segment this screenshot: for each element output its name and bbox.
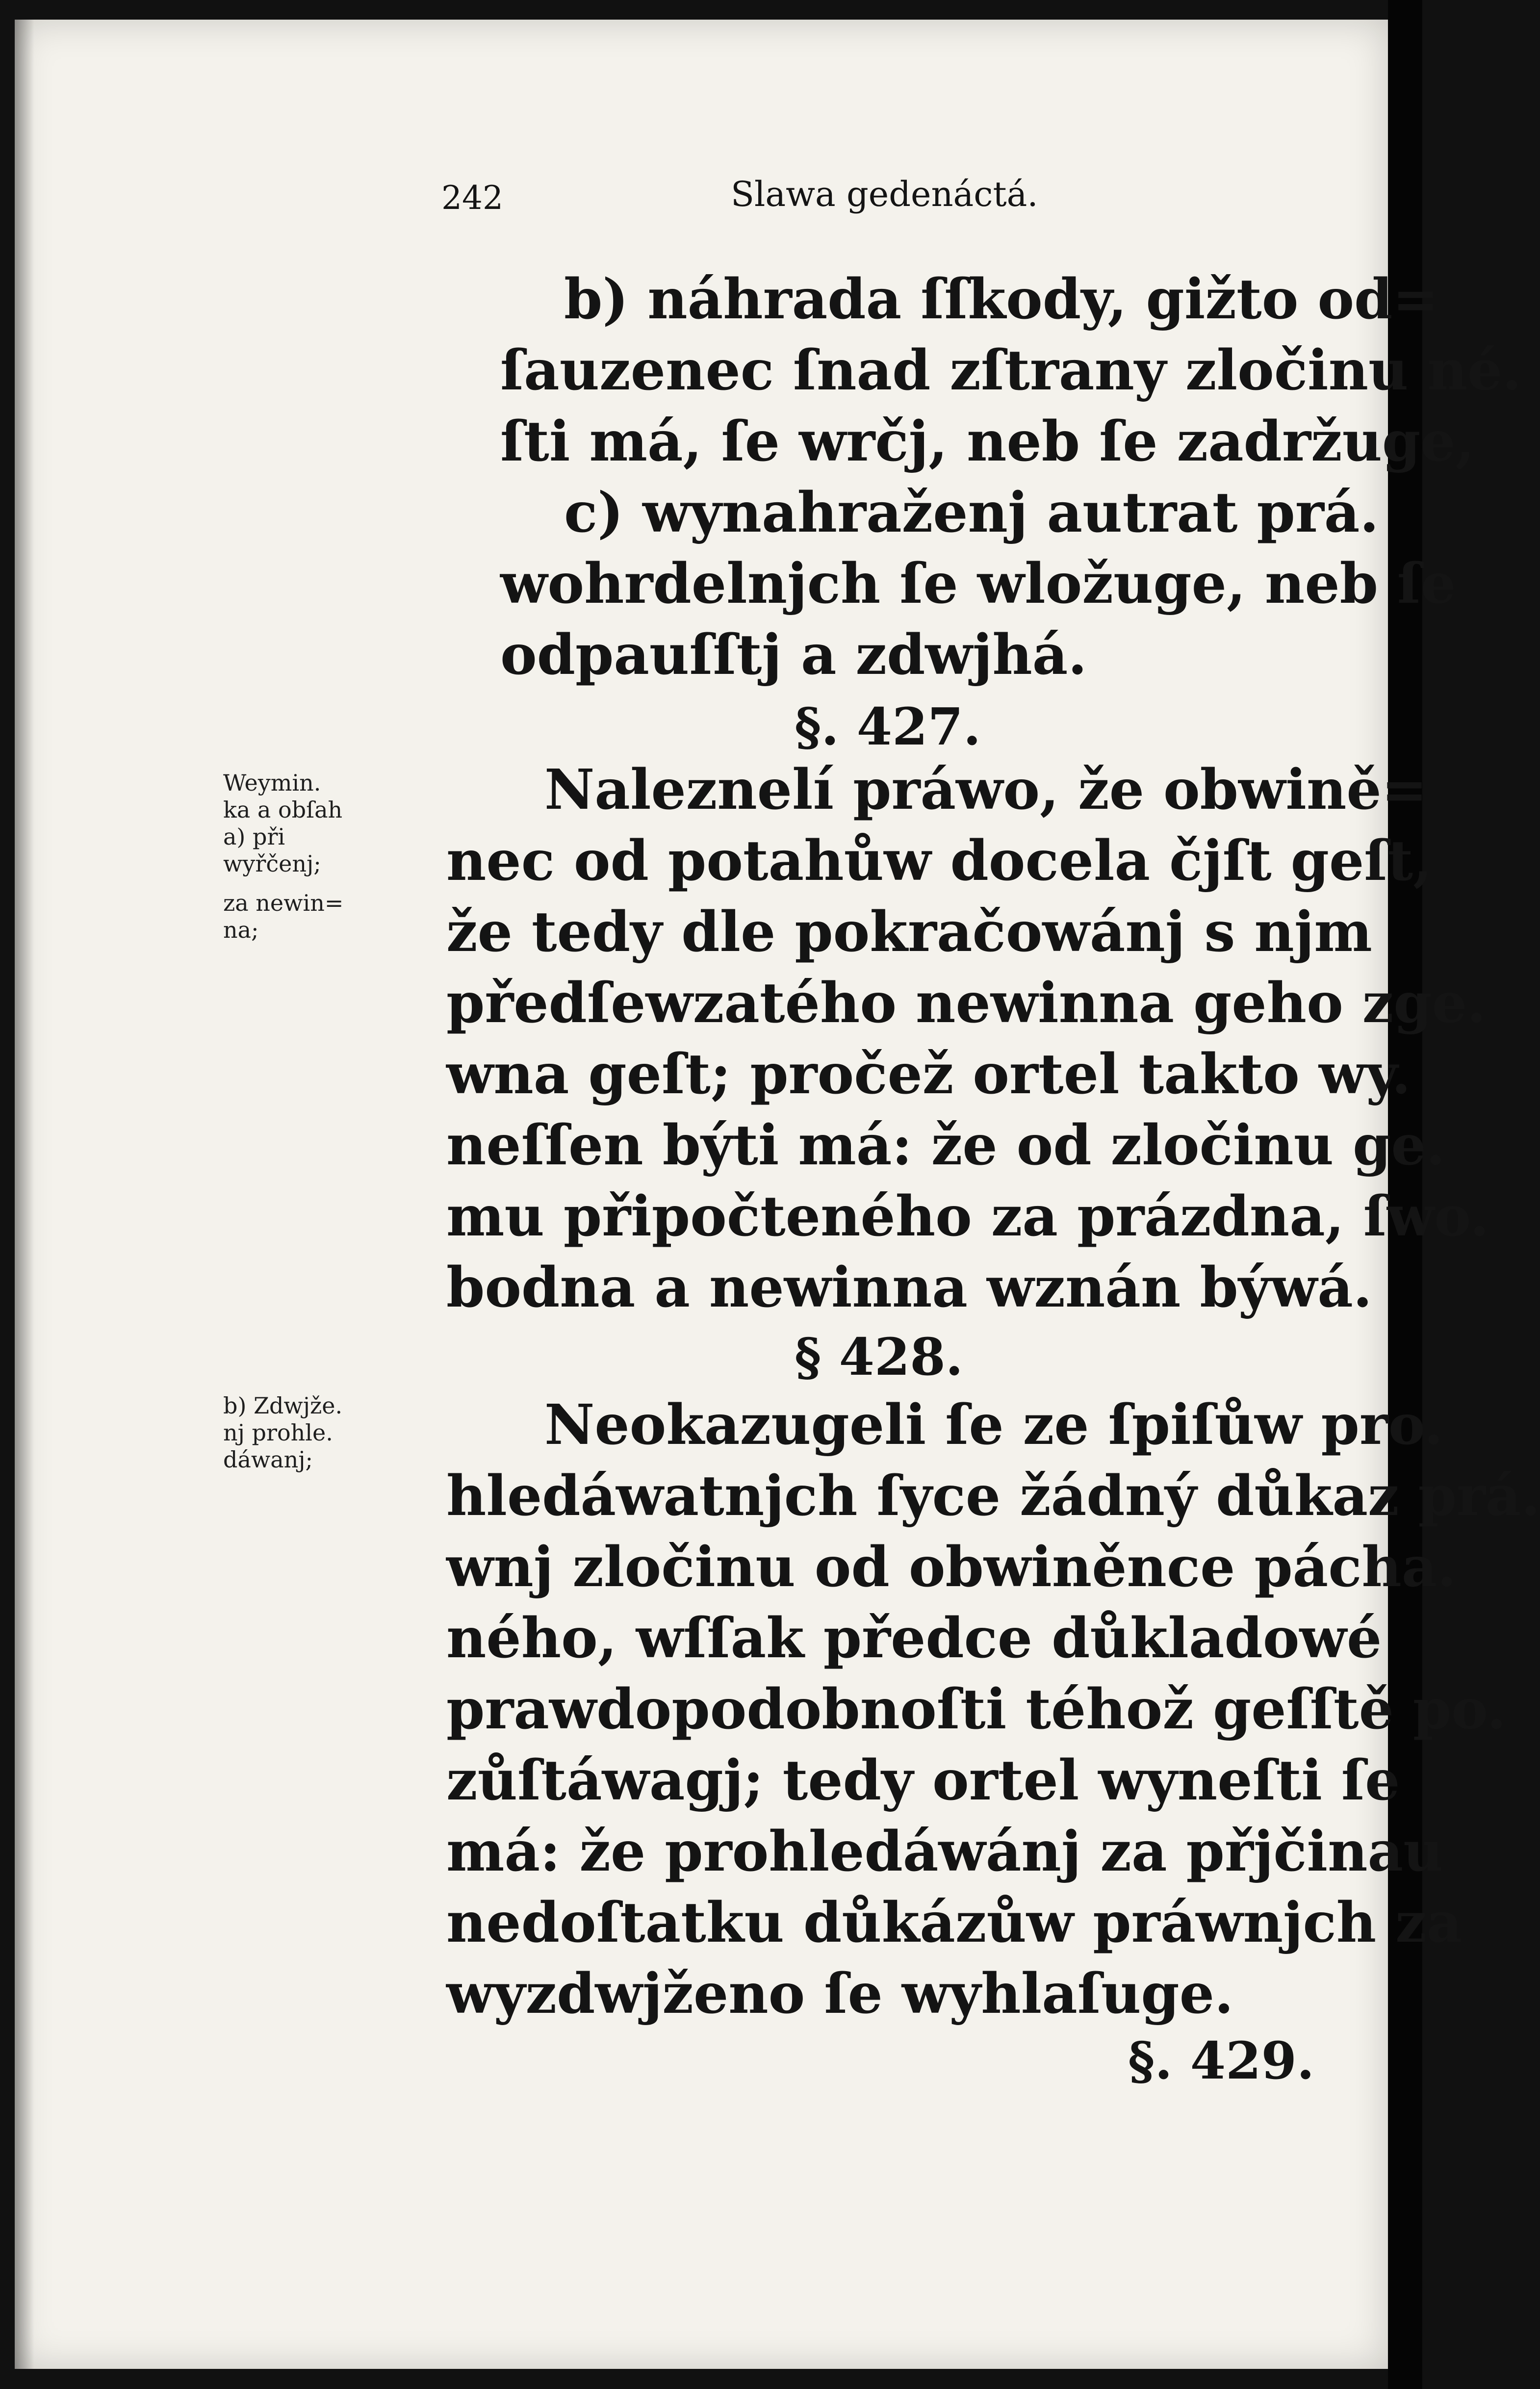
text-line: mu připočteného za prázdna, ſwo.: [446, 1184, 1489, 1249]
margin-note-line: Weymin.: [223, 770, 321, 796]
text-line: hledáwatnjch ſyce žádný důkaz prá.: [446, 1464, 1540, 1528]
catchword: §. 429.: [1128, 2030, 1315, 2091]
text-line: wna geſt; pročež ortel takto wy.: [446, 1042, 1411, 1106]
text-line: předſewzatého newinna geho zge.: [446, 971, 1486, 1035]
text-line: nec od potahůw docela čjſt geſt,: [446, 829, 1433, 893]
margin-note-line: wyřčenj;: [223, 850, 321, 877]
text-line: wohrdelnjch ſe wložuge, neb ſe: [500, 552, 1456, 616]
text-line: Neokazugeli ſe ze ſpiſůw pro.: [544, 1393, 1443, 1457]
margin-note-line: b) Zdwjže.: [223, 1392, 343, 1419]
text-line: c) wynahraženj autrat prá.: [564, 481, 1379, 545]
text-line: Naleznelí práwo, že obwině=: [544, 758, 1428, 822]
text-line: má: že prohledáwánj za přjčinau: [446, 1820, 1443, 1884]
margin-note-line: na;: [223, 917, 259, 943]
margin-note-line: dáwanj;: [223, 1446, 313, 1473]
text-line: neſſen býti má: že od zločinu ge.: [446, 1113, 1445, 1178]
text-line: že tedy dle pokračowánj s njm: [446, 900, 1372, 964]
text-line: wnj zločinu od obwiněnce pácha.: [446, 1535, 1457, 1599]
margin-note-line: ka a obſah: [223, 796, 343, 823]
text-line: zůſtáwagj; tedy ortel wyneſti ſe: [446, 1748, 1400, 1813]
text-line: bodna a newinna wznán býwá.: [446, 1256, 1372, 1320]
text-line: nedoſtatku důkázůw práwnjch za: [446, 1891, 1463, 1955]
text-line: prawdopodobnoſti téhož geſſtě po.: [446, 1677, 1506, 1742]
text-line: ného, wſſak předce důkladowé: [446, 1606, 1382, 1670]
text-line: ſti má, ſe wrčj, neb ſe zadržuge,: [500, 410, 1475, 474]
page-gutter-shadow: [15, 20, 34, 2369]
section-heading-428: § 428.: [795, 1327, 963, 1387]
margin-note-line: a) při: [223, 823, 285, 850]
text-line: b) náhrada ſſkody, gižto od=: [564, 267, 1439, 332]
text-line: wyzdwjženo ſe wyhlaſuge.: [446, 1962, 1233, 2026]
text-line: ſauzenec ſnad zſtrany zločinu né.: [500, 338, 1522, 403]
margin-note-line: za newin=: [223, 890, 344, 916]
page-number: 242: [441, 179, 503, 217]
margin-note-line: nj prohle.: [223, 1419, 333, 1446]
section-heading-427: §. 427.: [795, 696, 981, 757]
running-title: Slawa gedenáctá.: [731, 174, 1038, 214]
text-line: odpauſſtj a zdwjhá.: [500, 623, 1087, 687]
